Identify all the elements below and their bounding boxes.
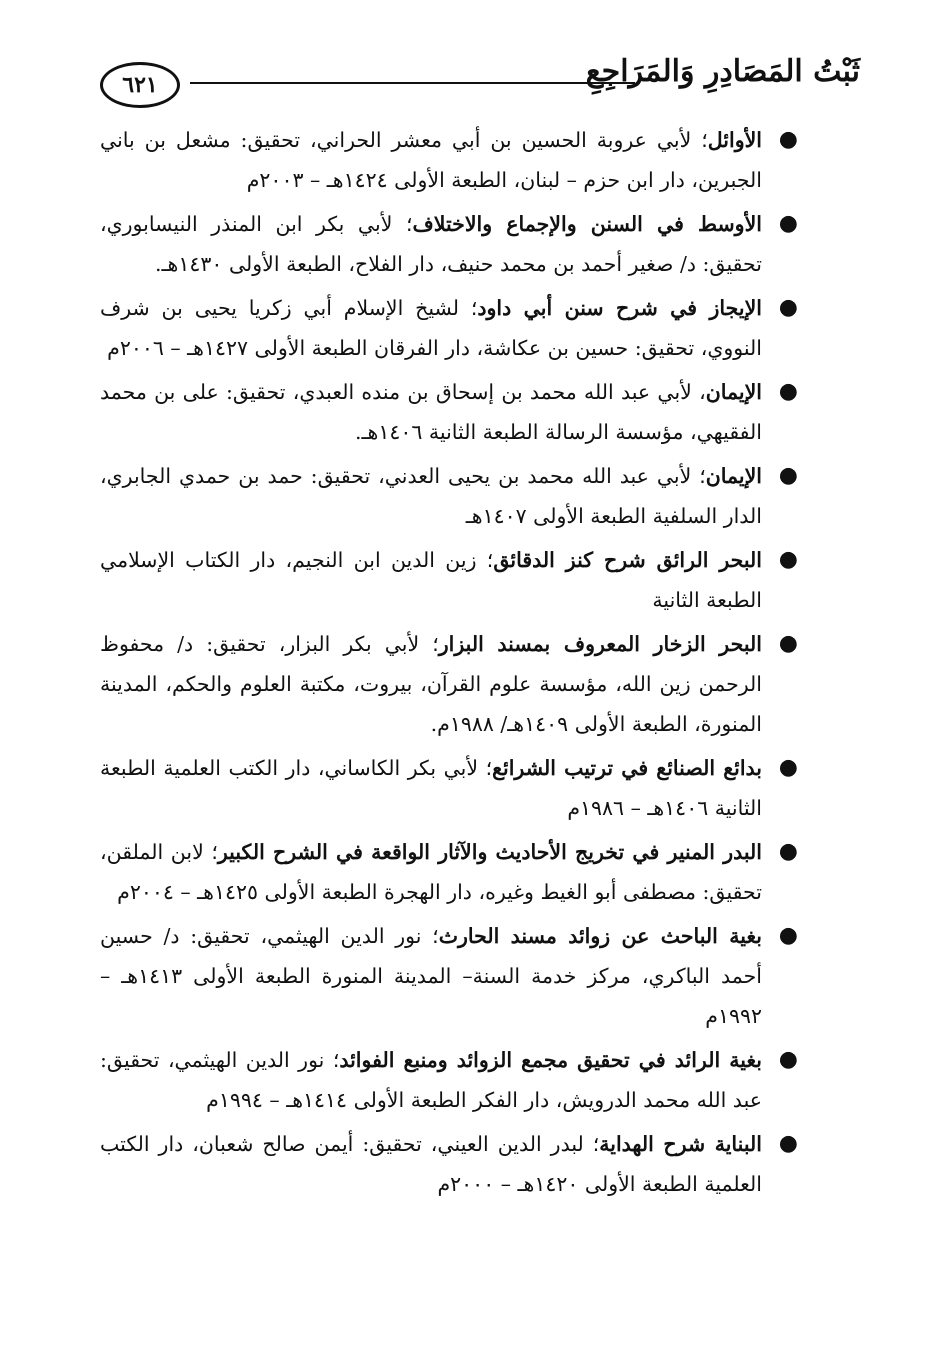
separator: ؛ xyxy=(203,840,218,864)
reference-details: نور الدين الهيثمي، تحقيق: عبد الله محمد الدرويش، دار الفكر الطبعة الأولى ١٤١٤هـ – ١٩٩٤م xyxy=(100,1048,762,1112)
reference-title: البحر الرائق شرح كنز الدقائق xyxy=(493,548,762,572)
reference-details: لأبي عروبة الحسين بن أبي معشر الحراني، تحقيق: مشعل بن باني الجبرين، دار ابن حزم – لبنان، الطبعة الأولى ١٤٢٤هـ – ٢٠٠٣م xyxy=(100,128,762,192)
reference-entry xyxy=(100,204,800,284)
separator: ؛ xyxy=(691,128,708,152)
bullet-icon: ● xyxy=(778,1131,798,1156)
header-rule xyxy=(190,82,635,84)
reference-title: الإيجاز في شرح سنن أبي داود xyxy=(477,296,762,320)
reference-entry xyxy=(100,624,800,744)
page-number: ٦٢١ xyxy=(100,62,180,108)
reference-entry xyxy=(100,372,800,452)
page-header xyxy=(100,52,860,110)
reference-title: بغية الرائد في تحقيق مجمع الزوائد ومنبع الفوائد xyxy=(339,1048,762,1072)
separator: ؛ xyxy=(691,464,706,488)
reference-details: لأبي عبد الله محمد بن يحيى العدني، تحقيق: حمد بن حمدي الجابري، الدار السلفية الطبعة الأولى ١٤٠٧هـ xyxy=(100,464,762,528)
running-title: ثَبْتُ المَصَادِرِ وَالمَرَاجِعِ xyxy=(585,54,860,89)
reference-details: نور الدين الهيثمي، تحقيق: د/ حسين أحمد الباكري، مركز خدمة السنة– المدينة المنورة الطبعة الأولى ١٤١٣هـ – ١٩٩٢م xyxy=(100,924,763,1028)
bullet-icon: ● xyxy=(778,547,798,572)
reference-entry xyxy=(100,1040,800,1120)
reference-title: البناية شرح الهداية xyxy=(599,1132,762,1156)
bullet-icon: ● xyxy=(778,127,798,152)
reference-title: الإيمان xyxy=(705,464,762,488)
bullet-icon: ● xyxy=(778,463,798,488)
reference-title: الإيمان xyxy=(705,380,762,404)
reference-details: لابن الملقن، تحقيق: مصطفى أبو الغيط وغيره، دار الهجرة الطبعة الأولى ١٤٢٥هـ – ٢٠٠٤م xyxy=(100,840,762,904)
reference-title: الأوسط في السنن والإجماع والاختلاف xyxy=(412,212,762,236)
reference-entry xyxy=(100,456,800,536)
bullet-icon: ● xyxy=(778,1047,798,1072)
separator: ؛ xyxy=(476,548,494,572)
reference-title: البحر الزخار المعروف بمسند البزار xyxy=(438,632,762,656)
separator: ؛ xyxy=(478,756,493,780)
reference-title: الأوائل xyxy=(707,128,762,152)
separator: ؛ xyxy=(459,296,478,320)
reference-entry xyxy=(100,288,800,368)
reference-title: بغية الباحث عن زوائد مسند الحارث xyxy=(438,924,762,948)
reference-entry xyxy=(100,832,800,912)
reference-details: لأبي بكر ابن المنذر النيسابوري، تحقيق: د/ صغير أحمد بن محمد حنيف، دار الفلاح، الطبعة الأولى ١٤٣٠هـ. xyxy=(100,212,762,276)
reference-title: البدر المنير في تخريج الأحاديث والآثار الواقعة في الشرح الكبير xyxy=(217,840,762,864)
references-list xyxy=(100,120,800,1208)
reference-details: لأبي عبد الله محمد بن إسحاق بن منده العبدي، تحقيق: على بن محمد الفقيهي، مؤسسة الرسالة الطبعة الثانية ١٤٠٦هـ. xyxy=(100,380,762,444)
reference-entry xyxy=(100,916,800,1036)
reference-entry xyxy=(100,540,800,620)
reference-entry xyxy=(100,1124,800,1204)
reference-entry xyxy=(100,748,800,828)
separator: ؛ xyxy=(419,632,439,656)
reference-details: لأبي بكر الكاساني، دار الكتب العلمية الطبعة الثانية ١٤٠٦هـ – ١٩٨٦م xyxy=(100,756,762,820)
reference-details: لبدر الدين العيني، تحقيق: أيمن صالح شعبان، دار الكتب العلمية الطبعة الأولى ١٤٢٠هـ – ٢٠٠٠م xyxy=(100,1132,762,1196)
bullet-icon: ● xyxy=(778,379,798,404)
separator: ، xyxy=(691,380,706,404)
bullet-icon: ● xyxy=(778,631,798,656)
bullet-icon: ● xyxy=(778,839,798,864)
reference-details: لشيخ الإسلام أبي زكريا يحيى بن شرف النووي، تحقيق: حسين بن عكاشة، دار الفرقان الطبعة الأولى ١٤٢٧هـ – ٢٠٠٦م xyxy=(100,296,762,360)
reference-entry xyxy=(100,120,800,200)
bullet-icon: ● xyxy=(778,755,798,780)
reference-details: زين الدين ابن النجيم، دار الكتاب الإسلامي الطبعة الثانية xyxy=(100,548,762,612)
reference-title: بدائع الصنائع في ترتيب الشرائع xyxy=(492,756,762,780)
bullet-icon: ● xyxy=(778,295,798,320)
separator: ؛ xyxy=(421,924,439,948)
separator: ؛ xyxy=(324,1048,340,1072)
separator: ؛ xyxy=(583,1132,600,1156)
bullet-icon: ● xyxy=(778,923,798,948)
bullet-icon: ● xyxy=(778,211,798,236)
separator: ؛ xyxy=(392,212,413,236)
reference-details: لأبي بكر البزار، تحقيق: د/ محفوظ الرحمن زين الله، مؤسسة علوم القرآن، بيروت، مكتبة العلوم والحكم، المدينة المنورة، الطبعة الأولى ١٤٠٩هـ/ ١٩٨٨م. xyxy=(100,632,762,736)
